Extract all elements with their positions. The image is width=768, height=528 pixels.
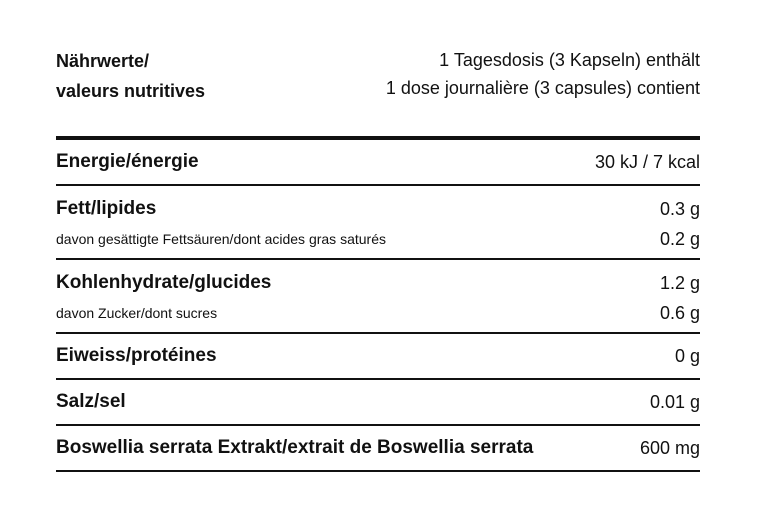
row-value: 600 mg — [639, 437, 700, 458]
table-row-boswellia — [56, 426, 700, 472]
row-sub-line — [56, 225, 700, 253]
row-sub-label: davon gesättigte Fettsäuren/dont acides gras saturés — [56, 231, 386, 247]
row-sub-label: davon Zucker/dont sucres — [56, 305, 218, 321]
row-label: Eiweiss/protéines — [56, 345, 217, 366]
row-value: 1.2 g — [659, 272, 700, 293]
table-header — [56, 44, 700, 140]
row-sub-value: 0.6 g — [659, 302, 700, 323]
row-sub-line — [56, 299, 700, 327]
row-label: Salz/sel — [56, 391, 126, 412]
row-label: Kohlenhydrate/glucides — [56, 272, 272, 293]
row-label: Boswellia serrata Extrakt/extrait de Boswellia serrata — [56, 437, 534, 458]
header-title — [56, 46, 205, 106]
table-row-protein — [56, 334, 700, 380]
table-row-energy — [56, 140, 700, 186]
nutrition-table — [56, 44, 700, 472]
row-value: 30 kJ / 7 kcal — [594, 151, 700, 172]
table-row-salt — [56, 380, 700, 426]
header-serving-line2: 1 dose journalière (3 capsules) contient — [385, 78, 700, 98]
header-serving — [386, 46, 700, 102]
table-row-carbs — [56, 260, 700, 334]
row-value: 0.3 g — [659, 198, 700, 219]
header-title-line2: valeurs nutritives — [56, 81, 206, 101]
table-row-fat — [56, 186, 700, 260]
header-title-line1: Nährwerte/ — [56, 51, 150, 71]
row-label: Fett/lipides — [56, 198, 157, 219]
header-serving-line1: 1 Tagesdosis (3 Kapseln) enthält — [439, 50, 700, 70]
row-main-line — [56, 267, 700, 299]
row-value: 0.01 g — [649, 391, 700, 412]
row-value: 0 g — [674, 345, 700, 366]
row-label: Energie/énergie — [56, 151, 199, 172]
row-main-line — [56, 193, 700, 225]
row-sub-value: 0.2 g — [659, 228, 700, 249]
